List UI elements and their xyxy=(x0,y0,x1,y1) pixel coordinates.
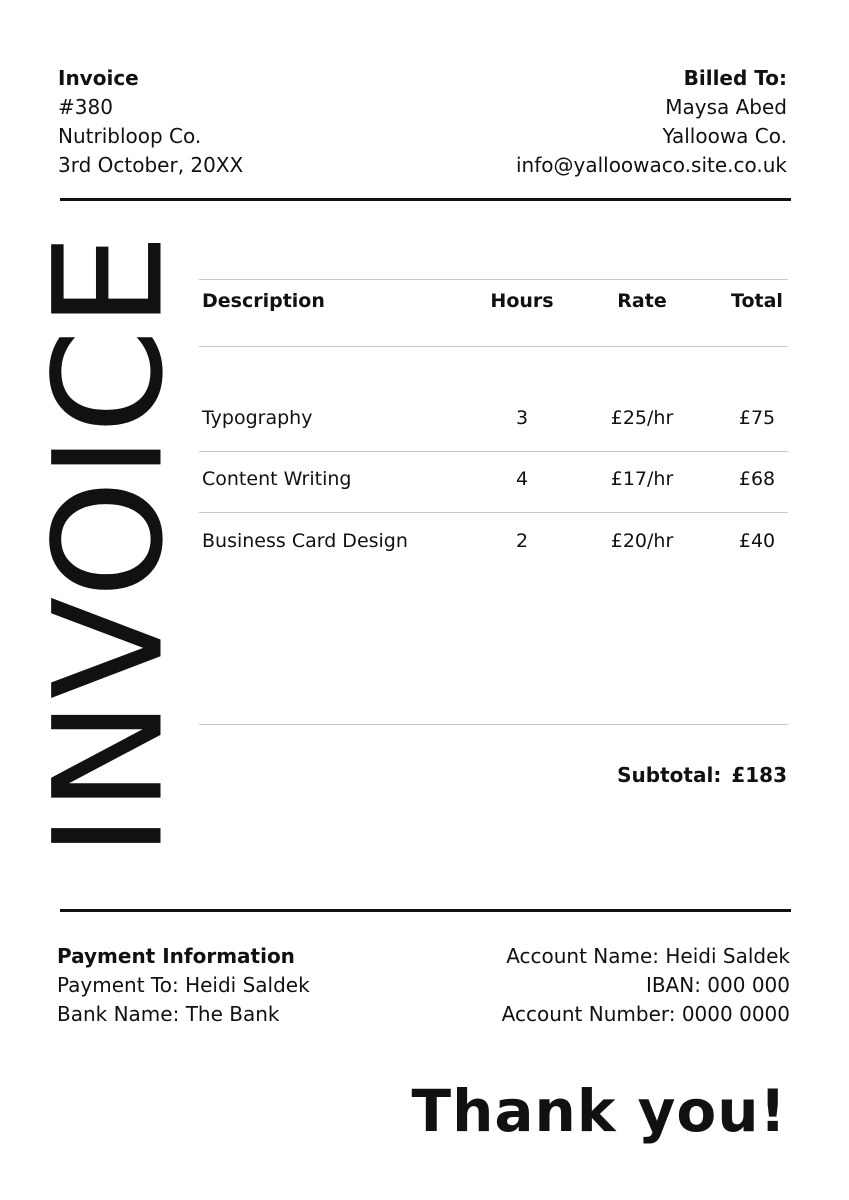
row-rate: £17/hr xyxy=(610,468,674,490)
subtotal-value: £183 xyxy=(731,763,787,787)
billed-to-label: Billed To: xyxy=(683,66,787,90)
thank-you-message: Thank you! xyxy=(411,1077,787,1145)
invoice-info xyxy=(58,64,243,180)
row-description: Business Card Design xyxy=(202,530,408,552)
row-total: £68 xyxy=(738,468,776,490)
table-bottom-border xyxy=(199,724,788,725)
invoice-date: 3rd October, 20XX xyxy=(58,153,244,177)
iban: IBAN: 000 000 xyxy=(645,973,790,997)
row-divider xyxy=(199,512,788,513)
row-total: £75 xyxy=(738,407,776,429)
row-divider xyxy=(199,451,788,452)
vertical-title-text: INVOICE xyxy=(22,232,197,858)
col-header-total: Total xyxy=(731,290,783,312)
payment-information xyxy=(57,942,310,1029)
billed-to xyxy=(516,64,787,180)
account-name: Account Name: Heidi Saldek xyxy=(506,944,790,968)
row-hours: 4 xyxy=(515,468,529,490)
col-header-description: Description xyxy=(202,290,325,312)
bottom-divider xyxy=(60,909,791,912)
bank-name: Bank Name: The Bank xyxy=(57,1002,280,1026)
payment-to: Payment To: Heidi Saldek xyxy=(57,973,310,997)
row-rate: £20/hr xyxy=(610,530,674,552)
row-hours: 2 xyxy=(515,530,529,552)
client-name: Maysa Abed xyxy=(665,95,787,119)
row-rate: £25/hr xyxy=(610,407,674,429)
subtotal-label: Subtotal: xyxy=(617,763,722,787)
account-number: Account Number: 0000 0000 xyxy=(501,1002,790,1026)
top-divider xyxy=(60,198,791,201)
row-hours: 3 xyxy=(515,407,529,429)
col-header-hours: Hours xyxy=(490,290,554,312)
row-description: Typography xyxy=(202,407,313,429)
subtotal xyxy=(617,763,787,787)
account-details xyxy=(502,942,790,1029)
table-top-border xyxy=(199,279,788,280)
row-description: Content Writing xyxy=(202,468,352,490)
table-header-border xyxy=(199,346,788,347)
vertical-invoice-title xyxy=(22,232,197,858)
col-header-rate: Rate xyxy=(617,290,667,312)
invoice-number: #380 xyxy=(58,95,113,119)
invoice-label: Invoice xyxy=(58,66,139,90)
client-company: Yalloowa Co. xyxy=(662,124,787,148)
issuer-company: Nutribloop Co. xyxy=(58,124,202,148)
client-email: info@yalloowaco.site.co.uk xyxy=(515,153,787,177)
row-total: £40 xyxy=(738,530,776,552)
payment-title: Payment Information xyxy=(57,944,295,968)
